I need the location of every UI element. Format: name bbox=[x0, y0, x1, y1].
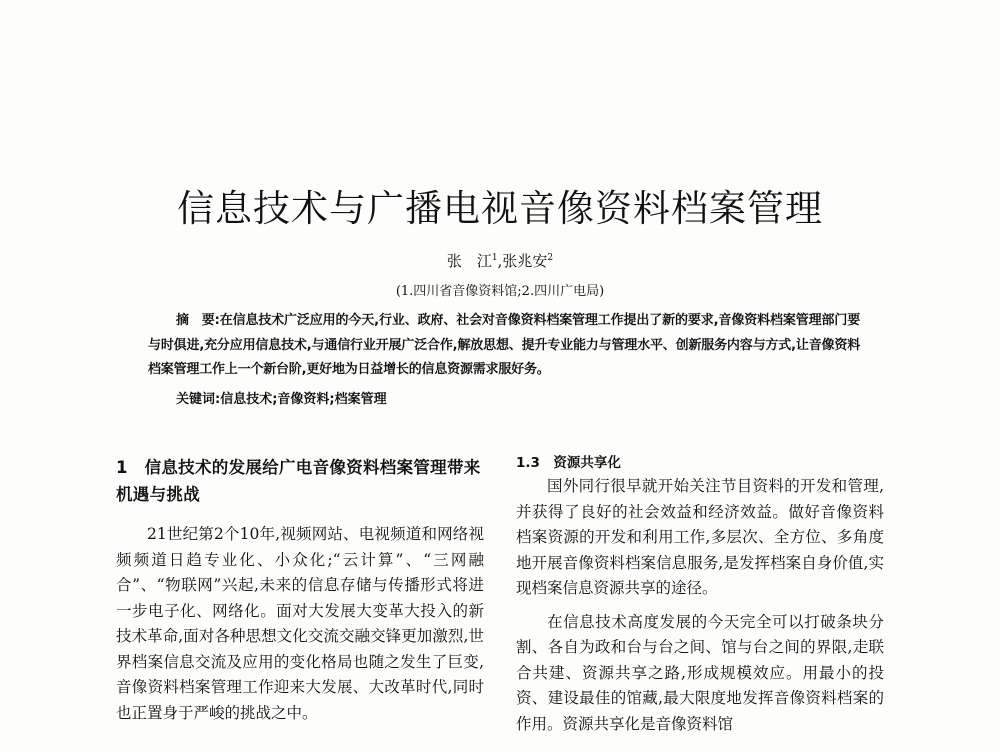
section-1-3-paragraph-2: 在信息技术高度发展的今天完全可以打破条块分割、各自为政和台与台之间、馆与台之间的界限,走联合共建、资源共享之路,形成规模效应。用最小的投资、建设最佳的馆藏,最大限度地发挥音像资料档案的作用。资源共享化是音像资料馆 bbox=[516, 612, 884, 733]
abstract-text: 在信息技术广泛应用的今天,行业、政府、社会对音像资料档案管理工作提出了新的要求,音像资料档案管理部门要与时俱进,充分应用信息技术,与通信行业开展广泛合作,解放思想、提升专业能力与管理水平、创新服务内容与方式,让音像资料档案管理工作上一个新台阶,更好地为日益增长的信息资源需求服好务。 bbox=[148, 313, 860, 377]
abstract bbox=[148, 309, 860, 383]
keywords-label: 关键词: bbox=[176, 392, 221, 407]
affiliations: (1.四川省音像资料馆;2.四川广电局) bbox=[395, 284, 605, 299]
author-1-affil-mark: 1 bbox=[491, 253, 498, 263]
keywords bbox=[176, 388, 387, 407]
abstract-label: 摘 要: bbox=[176, 313, 220, 328]
author-2-name: 张兆安 bbox=[502, 252, 548, 270]
paper-title: 信息技术与广播电视音像资料档案管理 bbox=[177, 187, 823, 230]
author-line bbox=[0, 250, 1000, 271]
right-column bbox=[516, 440, 884, 737]
keywords-text: 信息技术;音像资料;档案管理 bbox=[220, 392, 387, 407]
section-1-3-heading: 1.3 资源共享化 bbox=[516, 455, 621, 471]
author-separator: , bbox=[497, 252, 503, 270]
author-2-affil-mark: 2 bbox=[547, 253, 554, 263]
left-column bbox=[116, 440, 484, 726]
section-1-paragraph: 21世纪第2个10年,视频网站、电视频道和网络视频频道日趋专业化、小众化;“云计算”、“三网融合”、“物联网”兴起,未来的信息存储与传播形式将进一步电子化、网络化。面对大发展大变革大投入的新技术革命,面对各种思想文化交流交融交锋更加激烈,世界档案信息交流及应用的变化格局也随之发生了巨变,音像资料档案管理工作迎来大发展、大改革时代,同时也正置身于严峻的挑战之中。 bbox=[116, 525, 484, 722]
section-1-heading: 1 信息技术的发展给广电音像资料档案管理带来机遇与挑战 bbox=[116, 458, 481, 504]
section-1-3-paragraph-1: 国外同行很早就开始关注节目资料的开发和管理,并获得了良好的社会效益和经济效益。做好音像资料档案资源的开发和利用工作,多层次、全方位、多角度地开展音像资料档案信息服务,是发挥档案自身价值,实现档案信息资源共享的途径。 bbox=[516, 477, 884, 597]
author-1-name: 张 江 bbox=[446, 252, 492, 270]
